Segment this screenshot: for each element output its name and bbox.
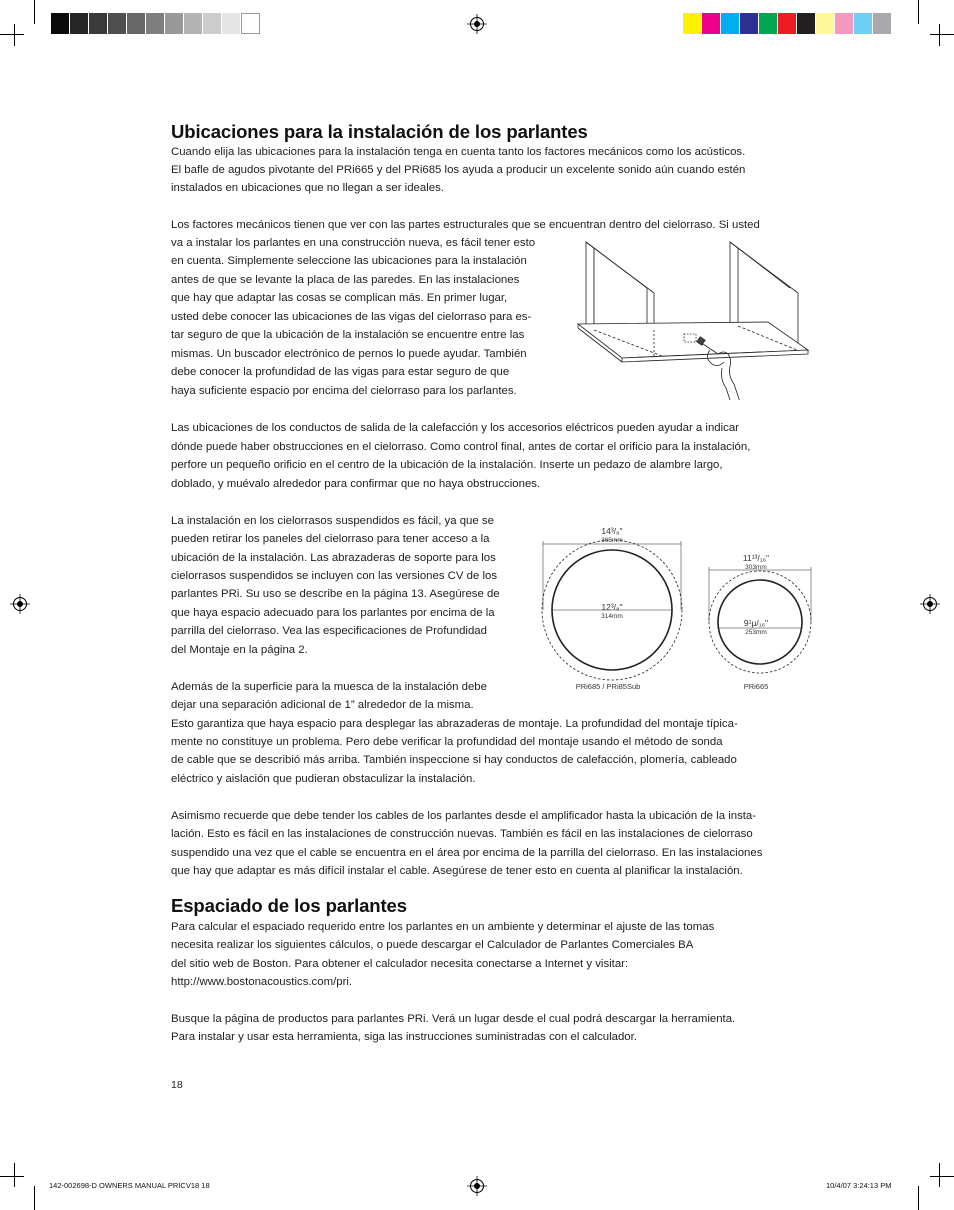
crop-mark [0,34,24,35]
color-swatch [740,13,759,34]
pri665-cutout-inches: 9¹µ/₁₆" [743,618,769,628]
crop-mark [918,0,919,24]
color-swatch [873,13,892,34]
crop-mark [14,1163,15,1187]
color-swatch [778,13,797,34]
text-line: en cuenta. Simplemente seleccione las ubicaciones para la instalación [171,255,527,267]
registration-mark-icon [920,594,940,614]
gray-swatch [241,13,260,34]
text-line: Los factores mecánicos tienen que ver con las partes estructurales que se encuentran dentro del cielorraso. Si usted [171,219,760,231]
pri685-outer-mm: 365mm [601,537,623,544]
pri685-cutout-dimension [596,603,628,621]
pri665-cutout-dimension [730,619,782,637]
gray-swatch [89,13,108,34]
text-line: Esto garantiza que haya espacio para desplegar las abrazaderas de montaje. La profundidad del montaje típica- [171,718,738,730]
text-line: Las ubicaciones de los conductos de salida de la calefacción y los accesorios eléctricos pueden ayudar a indicar [171,422,739,434]
text-line: Además de la superficie para la muesca de la instalación debe [171,681,487,693]
section-title-speaker-spacing: Espaciado de los parlantes [171,895,407,916]
text-line: usted debe conocer las ubicaciones de las vigas del cielorraso para es- [171,311,532,323]
pri685-label: PRi685 / PRi85Sub [575,682,641,691]
crop-mark [930,1176,954,1177]
text-line: parlantes PRi. Su uso se describe en la página 13. Asegúrese de [171,588,500,600]
text-line: Busque la página de productos para parlantes PRi. Verá un lugar desde el cual podrá descargar la herramienta. [171,1013,736,1025]
text-line: doblado, y muévalo alrededor para confirmar que no haya obstrucciones. [171,478,541,490]
gray-swatch [165,13,184,34]
gray-swatch [108,13,127,34]
text-line: que haya espacio adecuado para los parlantes por encima de la [171,607,495,619]
registration-mark-icon [467,1176,487,1196]
footer-job-info: 142-002698-D OWNERS MANUAL PRICV18 18 [49,1181,210,1190]
crop-mark [34,1186,35,1210]
website-link[interactable]: http://www.bostonacoustics.com/pri. [171,976,353,988]
color-swatch [702,13,721,34]
crop-mark [930,34,954,35]
text-line: Para instalar y usar esta herramienta, siga las instrucciones suministradas con el calculador. [171,1031,637,1043]
color-swatch [721,13,740,34]
text-line: eléctrico y aislación que pudieran obstaculizar la instalación. [171,773,476,785]
pri665-outer-inches: 11¹³/₁₆" [742,553,770,563]
color-swatch [797,13,816,34]
text-line: dejar una separación adicional de 1” alrededor de la misma. [171,699,474,711]
pri665-label: PRi665 [743,682,769,691]
gray-swatch [51,13,70,34]
text-line: haya suficiente espacio por encima del cielorraso para los parlantes. [171,385,517,397]
text-line: ubicación de la instalación. Las abrazaderas de soporte para los [171,552,496,564]
color-swatch [759,13,778,34]
text-line: del sitio web de Boston. Para obtener el calculador necesita conectarse a Internet y visitar: [171,958,629,970]
pri665-outer-dimension [730,554,782,572]
grayscale-color-bar [51,13,260,34]
text-line: mismas. Un buscador electrónico de pernos lo puede ayudar. También [171,348,527,360]
text-line: mente no constituye un problema. Pero debe verificar la profundidad del montaje usando el método de sonda [171,736,723,748]
registration-mark-icon [467,14,487,34]
color-swatch [854,13,873,34]
pri685-cutout-mm: 314mm [601,613,623,620]
pri685-outer-dimension [596,527,628,545]
text-line: necesita realizar los siguientes cálculos, o puede descargar el Calculador de Parlantes Comerciales BA [171,939,694,951]
crop-mark [918,1186,919,1210]
color-swatch [835,13,854,34]
text-line: Cuando elija las ubicaciones para la instalación tenga en cuenta tanto los factores mecánicos como los acústicos. [171,146,746,158]
pri685-outer-inches: 14³/₈" [601,526,623,536]
text-line: dónde puede haber obstrucciones en el cielorraso. Como control final, antes de cortar el orificio para la instalación, [171,441,751,453]
text-line: debe conocer la profundidad de las vigas para estar seguro de que [171,366,510,378]
ceiling-joist-illustration [572,238,812,400]
crop-mark [0,1176,24,1177]
color-swatch [683,13,702,34]
crop-mark [939,1163,940,1187]
text-line: perfore un pequeño orificio en el centro de la ubicación de la instalación. Inserte un pedazo de alambre largo, [171,459,723,471]
process-color-bar [683,13,892,34]
gray-swatch [70,13,89,34]
text-line: instalados en ubicaciones que no llegan a ser ideales. [171,182,444,194]
text-line: que hay que adaptar las cosas se complican más. En primer lugar, [171,292,508,304]
gray-swatch [146,13,165,34]
gray-swatch [203,13,222,34]
text-line: El bafle de agudos pivotante del PRi665 y del PRi685 los ayuda a producir un excelente sonido aún cuando estén [171,164,746,176]
crop-mark [939,24,940,46]
text-line: Para calcular el espaciado requerido entre los parlantes en un ambiente y determinar el ajuste de las tomas [171,921,715,933]
text-line: pueden retirar los paneles del cielorraso para tener acceso a la [171,533,490,545]
text-line: de cable que se describió más arriba. También inspeccione si hay conductos de calefacción, plomería, cableado [171,754,737,766]
registration-mark-icon [10,594,30,614]
page-number: 18 [171,1079,183,1091]
text-line: del Montaje en la página 2. [171,644,308,656]
gray-swatch [184,13,203,34]
text-line: Asimismo recuerde que debe tender los cables de los parlantes desde el amplificador hasta la ubicación de la insta- [171,810,757,822]
gray-swatch [127,13,146,34]
text-line: tar seguro de que la ubicación de la instalación se encuentre entre las [171,329,525,341]
text-line: La instalación en los cielorrasos suspendidos es fácil, ya que se [171,515,494,527]
text-line: antes de que se levante la placa de las paredes. En las instalaciones [171,274,520,286]
cutout-dimensions-diagram [540,524,820,696]
text-line: lación. Esto es fácil en las instalaciones de construcción nuevas. También es fácil en las instalaciones de cielorraso [171,828,753,840]
crop-mark [14,24,15,46]
text-line: parrilla del cielorraso. Vea las especificaciones de Profundidad [171,625,487,637]
pri685-cutout-inches: 12³/₈" [601,602,623,612]
crop-mark [34,0,35,24]
pri665-outer-mm: 303mm [745,564,767,571]
footer-timestamp: 10/4/07 3:24:13 PM [826,1181,892,1190]
section-title-installation-locations: Ubicaciones para la instalación de los parlantes [171,121,588,142]
color-swatch [816,13,835,34]
text-line: va a instalar los parlantes en una construcción nueva, es fácil tener esto [171,237,536,249]
pri665-cutout-mm: 253mm [745,629,767,636]
text-line: cielorrasos suspendidos se incluyen con las versiones CV de los [171,570,498,582]
gray-swatch [222,13,241,34]
text-line: suspendido una vez que el cable se encuentra en el área por encima de la parrilla del cielorraso. En las instalaciones [171,847,763,859]
text-line: que hay que adaptar es más difícil instalar el cable. Asegúrese de tener esto en cuenta al planificar la instalación. [171,865,743,877]
